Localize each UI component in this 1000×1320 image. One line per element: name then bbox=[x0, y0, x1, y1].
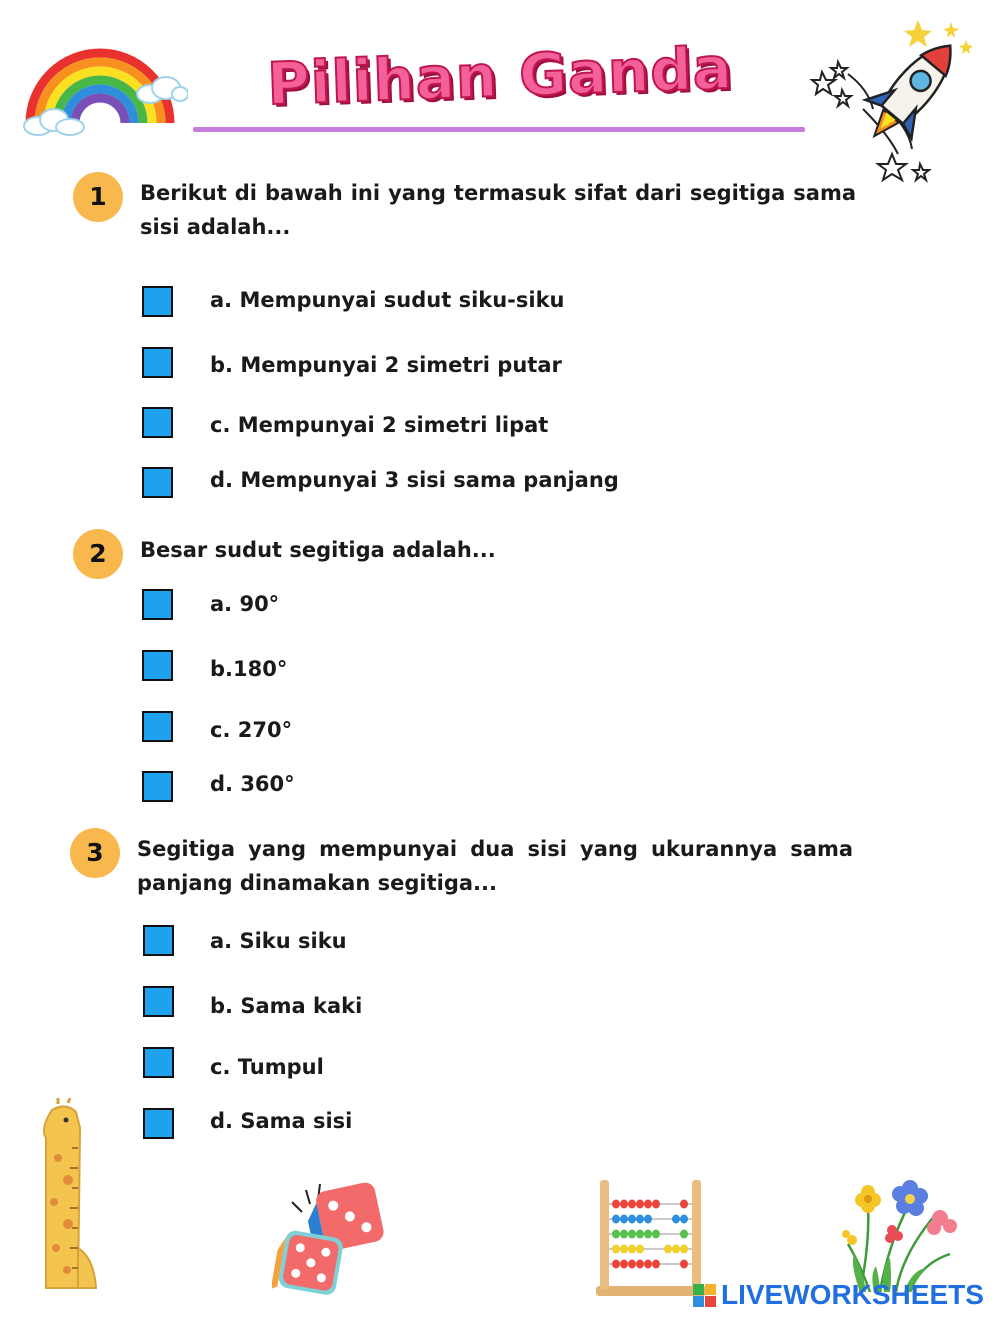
answer-checkbox[interactable] bbox=[142, 711, 173, 742]
answer-checkbox[interactable] bbox=[143, 925, 174, 956]
answer-option-label: d. 360° bbox=[210, 772, 295, 796]
answer-option-label: c. Tumpul bbox=[210, 1055, 324, 1079]
answer-option-label: b. Mempunyai 2 simetri putar bbox=[210, 353, 562, 377]
giraffe-ruler-icon bbox=[22, 1098, 102, 1298]
answer-option-label: a. Mempunyai sudut siku-siku bbox=[210, 288, 565, 312]
liveworksheets-logo-icon bbox=[693, 1284, 716, 1307]
question-number-badge: 3 bbox=[70, 828, 120, 878]
answer-checkbox[interactable] bbox=[142, 467, 173, 498]
question-number-badge: 2 bbox=[73, 529, 123, 579]
answer-option-label: b.180° bbox=[210, 657, 288, 681]
brand-name: LIVEWORKSHEETS bbox=[721, 1279, 984, 1310]
answer-option-label: c. 270° bbox=[210, 718, 293, 742]
answer-checkbox[interactable] bbox=[142, 347, 173, 378]
answer-checkbox[interactable] bbox=[142, 771, 173, 802]
question-number-badge: 1 bbox=[73, 172, 123, 222]
rocket-icon bbox=[808, 14, 978, 189]
page-title: Pilihan Ganda bbox=[266, 33, 734, 119]
answer-option-label: a. Siku siku bbox=[210, 929, 347, 953]
title-underline bbox=[193, 127, 805, 132]
answer-option-label: b. Sama kaki bbox=[210, 994, 363, 1018]
answer-checkbox[interactable] bbox=[142, 407, 173, 438]
answer-option-label: d. Mempunyai 3 sisi sama panjang bbox=[210, 468, 619, 492]
answer-option-label: a. 90° bbox=[210, 592, 280, 616]
question-text: Segitiga yang mempunyai dua sisi yang ukurannya sama panjang dinamakan segitiga... bbox=[137, 837, 853, 895]
liveworksheets-logo[interactable] bbox=[693, 1279, 984, 1311]
answer-checkbox[interactable] bbox=[142, 286, 173, 317]
answer-checkbox[interactable] bbox=[142, 650, 173, 681]
abacus-icon bbox=[590, 1176, 710, 1298]
answer-checkbox[interactable] bbox=[143, 1108, 174, 1139]
answer-checkbox[interactable] bbox=[142, 589, 173, 620]
question-text: Besar sudut segitiga adalah... bbox=[140, 538, 496, 562]
answer-option-label: d. Sama sisi bbox=[210, 1109, 353, 1133]
answer-option-label: c. Mempunyai 2 simetri lipat bbox=[210, 413, 549, 437]
answer-checkbox[interactable] bbox=[143, 986, 174, 1017]
rainbow-icon bbox=[18, 28, 188, 138]
answer-checkbox[interactable] bbox=[143, 1047, 174, 1078]
question-text: Berikut di bawah ini yang termasuk sifat dari segitiga sama sisi adalah... bbox=[140, 181, 856, 239]
flowers-icon bbox=[840, 1174, 970, 1294]
dice-icon bbox=[272, 1172, 392, 1302]
